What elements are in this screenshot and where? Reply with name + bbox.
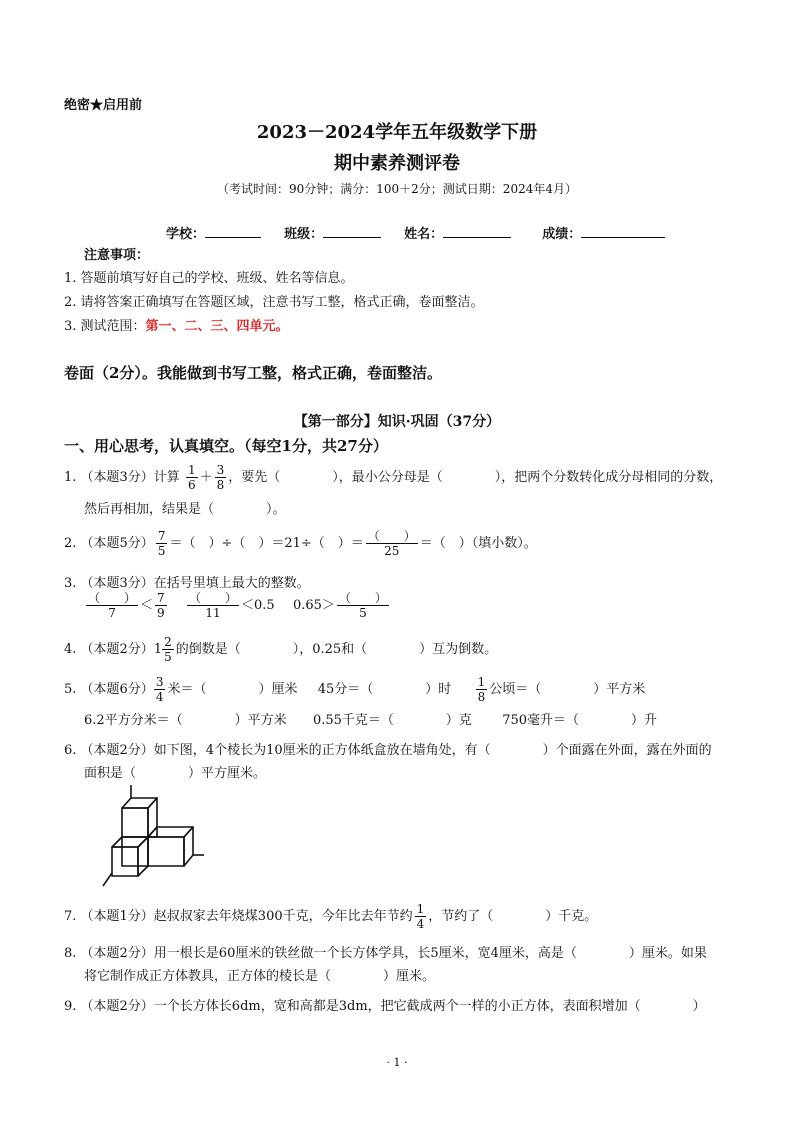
fraction: $\frac{( )}{5}$ xyxy=(338,591,387,620)
fraction: $\frac{3}{8}$ xyxy=(216,463,225,492)
q5-text: 公顷＝（ ）平方米 xyxy=(489,682,646,697)
q2-text: ＝（ ）（填小数）。 xyxy=(419,536,537,551)
q4-text: 的倒数是（ ），0.25和（ ）互为倒数。 xyxy=(175,642,498,657)
q5-text: 0.55千克＝（ ）克 xyxy=(312,713,472,728)
fraction: $\frac{7}{5}$ xyxy=(157,529,166,558)
notes-item: 1. 答题前填写好自己的学校、班级、姓名等信息。 xyxy=(64,271,354,286)
school-label: 学校： xyxy=(166,227,206,242)
question-2 xyxy=(64,530,537,557)
cubes-figure xyxy=(100,785,210,890)
fraction: $\frac{( )}{11}$ xyxy=(188,591,237,620)
fraction: $\frac{2}{5}$ xyxy=(164,635,172,664)
wall-edge-line xyxy=(103,873,112,886)
question-5 xyxy=(64,676,645,703)
exam-subtitle: 期中素养测评卷 xyxy=(334,153,460,174)
part1-title: 【第一部分】知识·巩固（37分） xyxy=(293,414,501,430)
q8-continuation: 将它制作成正方体教具，正方体的棱长是（ ）厘米。 xyxy=(84,969,436,984)
question-7 xyxy=(64,903,597,930)
score-label: 成绩： xyxy=(542,227,582,242)
school-field[interactable] xyxy=(205,237,261,238)
q5-text: 750毫升＝（ ）升 xyxy=(502,713,658,728)
q5-line2 xyxy=(84,709,657,728)
q1-text: 1. （本题3分）计算 xyxy=(64,470,180,485)
q7-text: 7. （本题1分）赵叔叔家去年烧煤300千克，今年比去年节约 xyxy=(64,909,413,924)
less-than: ＜ xyxy=(140,598,154,613)
cube-front xyxy=(112,837,148,876)
q1-text: ，要先（ ），最小公分母是（ ），把两个分数转化成分母相同的分数， xyxy=(228,470,723,485)
question-8: 8. （本题2分）用一根长是60厘米的铁丝做一个长方体学具，长5厘米，宽4厘米，高是（ ）厘米。如果 xyxy=(64,946,707,961)
name-label: 姓名： xyxy=(404,227,444,242)
q3-text: 0.65＞ xyxy=(292,598,335,613)
q7-text: ，节约了（ ）千克。 xyxy=(428,909,598,924)
q5-text: 5. （本题6分） xyxy=(64,682,154,697)
secret-label: 绝密★启用前 xyxy=(64,98,143,113)
q3-items xyxy=(84,592,391,619)
q2-text: ＝（ ）÷（ ）＝21÷（ ）＝ xyxy=(169,536,364,551)
q1-continuation: 然后再相加，结果是（ ）。 xyxy=(84,502,286,517)
q2-text: 2. （本题5分） xyxy=(64,536,154,551)
fraction: $\frac{1}{4}$ xyxy=(416,902,425,931)
q6-continuation: 面积是（ ）平方厘米。 xyxy=(84,766,267,781)
section1-title: 一、用心思考，认真填空。（每空1分，共27分） xyxy=(64,437,388,455)
neatness-statement: 卷面（2分）。我能做到书写工整，格式正确，卷面整洁。 xyxy=(64,364,442,382)
question-6: 6. （本题2分）如下图，4个棱长为10厘米的正方体纸盒放在墙角处，有（ ）个面露在外面，露在外面的 xyxy=(64,743,712,758)
question-4 xyxy=(64,636,497,663)
cube-top xyxy=(122,798,157,837)
fraction: $\frac{1}{8}$ xyxy=(477,675,486,704)
fraction: $\frac{1}{6}$ xyxy=(187,463,196,492)
q5-text: 45分＝（ ）时 xyxy=(317,682,452,697)
cube-right xyxy=(148,827,193,866)
score-field[interactable] xyxy=(581,237,665,238)
q5-text: 6.2平方分米＝（ ）平方米 xyxy=(84,713,287,728)
fraction: $\frac{( )}{7}$ xyxy=(88,591,137,620)
exam-info: （考试时间：90分钟；满分：100＋2分；测试日期：2024年4月） xyxy=(217,182,577,196)
plus-sign: ＋ xyxy=(199,470,213,485)
class-field[interactable] xyxy=(323,237,381,238)
exam-title: 2023－2024学年五年级数学下册 xyxy=(256,122,538,143)
notes-item xyxy=(64,315,289,334)
student-fields xyxy=(166,223,665,242)
q4-text: 4. （本题2分）1 xyxy=(64,642,163,657)
name-field[interactable] xyxy=(443,237,511,238)
class-label: 班级： xyxy=(284,227,324,242)
fraction: $\frac{3}{4}$ xyxy=(155,675,164,704)
fraction: $\frac{( )}{25}$ xyxy=(367,529,416,558)
question-9: 9. （本题2分）一个长方体长6dm，宽和高都是3dm，把它截成两个一样的小正方体，表面积增加（ ） xyxy=(64,999,706,1014)
notes-item: 2. 请将答案正确填写在答题区域，注意书写工整，格式正确，卷面整洁。 xyxy=(64,295,484,310)
notes-item3-prefix: 3. 测试范围： xyxy=(64,319,146,334)
question-3: 3. （本题3分）在括号里填上最大的整数。 xyxy=(64,576,310,591)
test-range: 第一、二、三、四单元。 xyxy=(145,319,289,334)
q3-text: ＜0.5 xyxy=(240,598,275,613)
notes-heading: 注意事项： xyxy=(84,248,150,263)
page-number: · 1 · xyxy=(386,1056,408,1069)
q5-text: 米＝（ ）厘米 xyxy=(167,682,298,697)
fraction: $\frac{7}{9}$ xyxy=(157,591,165,620)
question-1 xyxy=(64,464,722,491)
